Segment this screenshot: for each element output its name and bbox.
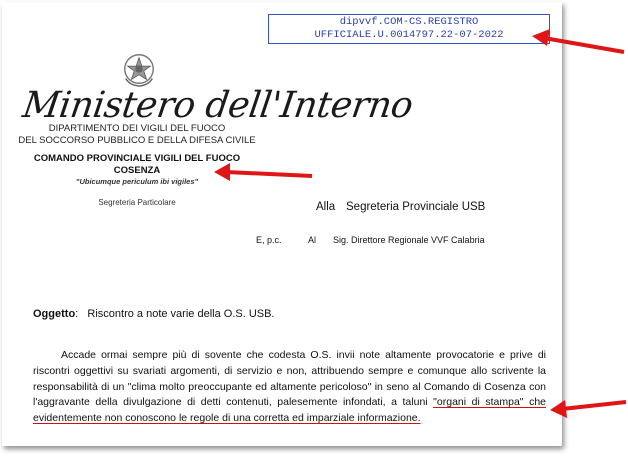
department-line-1: DIPARTIMENTO DEI VIGILI DEL FUOCO bbox=[48, 123, 226, 134]
addressee-primary: Segreteria Provinciale USB bbox=[346, 201, 486, 213]
republic-emblem-icon bbox=[120, 50, 158, 88]
arrow-icon-cosenza bbox=[212, 160, 314, 186]
subject-separator: : bbox=[75, 308, 79, 320]
department-heading bbox=[2, 123, 272, 147]
body-text-underlined: "organi di stampa" che evidentemente non conoscono le regole di una corretta ed imparziale informazione. bbox=[33, 396, 546, 425]
subject-line bbox=[33, 308, 275, 320]
addressee-cc: Sig. Direttore Regionale VVF Calabria bbox=[333, 235, 485, 245]
protocol-line-2: UFFICIALE.U.0014797.22-07-2022 bbox=[314, 29, 504, 41]
comando-line-1: COMANDO PROVINCIALE VIGILI DEL FUOCO bbox=[33, 153, 241, 164]
addressee-prefix: Alla bbox=[316, 201, 336, 213]
motto: "Ubicumque periculum ibi vigiles" bbox=[75, 177, 199, 186]
comando-line-2: COSENZA bbox=[113, 165, 161, 176]
protocol-stamp bbox=[268, 14, 550, 44]
arrow-icon-paragraph bbox=[548, 394, 628, 422]
segreteria-label: Segreteria Particolare bbox=[98, 198, 176, 207]
ministry-wordmark: Ministero dell'Interno bbox=[20, 85, 416, 126]
document-page bbox=[2, 2, 562, 446]
body-text-part-1: Accade ormai sempre più di sovente che codesta O.S. invii note altamente provocatorie e prive di riscontri oggettivi su svariati argomenti, di servizio e non, attribuendo sempre e comunque allo scrivente la responsabilità di un "clima molto preoccupante ed altamente pericoloso" in seno al Comando di Cosenza con l'aggravante della divulgazione di detti contenuti, palesemente infondati, a taluni bbox=[33, 349, 546, 409]
subject-text: Riscontro a note varie della O.S. USB. bbox=[87, 308, 275, 320]
arrow-icon-protocol bbox=[530, 22, 626, 62]
body-paragraph bbox=[33, 348, 546, 427]
cc-prefix: E, p.c. bbox=[256, 235, 282, 245]
subject-label: Oggetto bbox=[33, 308, 76, 320]
cc-label: Al bbox=[308, 235, 317, 245]
protocol-line-1: dipvvf.COM-CS.REGISTRO bbox=[339, 16, 479, 28]
department-line-2: DEL SOCCORSO PUBBLICO E DELLA DIFESA CIVILE bbox=[18, 135, 256, 146]
